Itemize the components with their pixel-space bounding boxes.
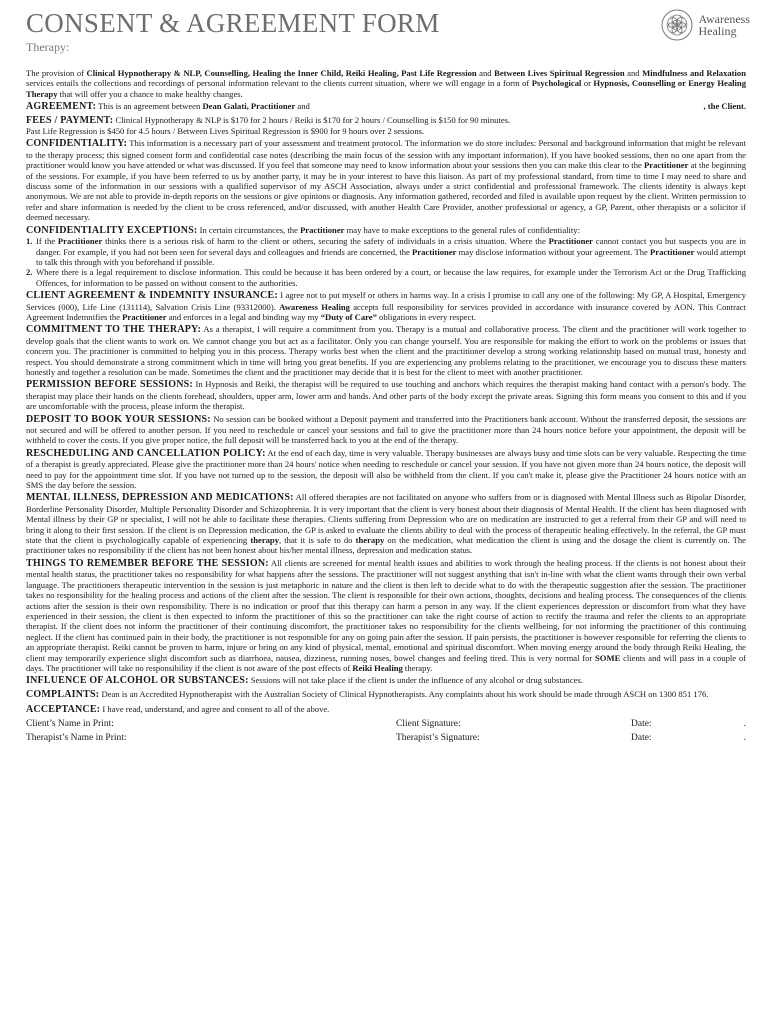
therapist-signature-row (26, 732, 746, 745)
deposit-heading: DEPOSIT TO BOOK YOUR SESSIONS: (26, 413, 211, 425)
intro-paragraph: The provision of Clinical Hypnotherapy & NLP, Counselling, Healing the Inner Child, Reiki Healing, Past Life Regression and Between Lives Spiritual Regression and Mindfulness and Relaxation services entails the collections and recordings of personal information relevant to the clients current situation, where we will engage in a form of Psychological or Hypnosis, Counselling or Energy Healing Therapy that will offer you a chance to make healthy changes. (26, 68, 747, 99)
complaints-section: COMPLAINTS: Dean is an Accredited Hypnotherapist with the Australian Society of Clinical Hypnotherapists. Any complaints about his work should be made through ASCH on 1300 851 176. (26, 688, 709, 700)
exception-item-2: 2. Where there is a legal requirement to disclose information. This could be because it has been ordered by a court, or because the law requires, for example under the Terrorism Act or the Drug Trafficking Offences, for information to be passed on without consent to the authorities. (26, 267, 746, 288)
deposit-section: DEPOSIT TO BOOK YOUR SESSIONS: No session can be booked without a Deposit payment and transferred into the Practitioners bank account. Without the transferred deposit, the sessions are not secured and will be offered to another person. If you need to reschedule or cancel your sessions and fail to give the practitioner more than 24 hours notice before your appointment, the deposit will be withheld to cover the costs. If you give proper notice, the full deposit will be transferred back to you at the end of the therapy. (26, 413, 746, 446)
therapy-label: Therapy: (26, 40, 70, 54)
complaints-heading: COMPLAINTS: (26, 688, 100, 700)
confidentiality-heading: CONFIDENTIALITY: (26, 138, 128, 150)
mental-illness-section: MENTAL ILLNESS, DEPRESSION AND MEDICATIONS: All offered therapies are not facilitated on anyone who suffers from or is diagnosed with Mental Illness such as Bipolar Disorder, Borderline Personality Disorder, Multiple Personality Disorder and Schizophrenia. It is very important that the client is very honest about their diagnosis of Mental Health. If the client has been diagnosed with Mental illness by their GP or specialist, I will not be able to facilitate these therapies. Clients suffering from Depression who are on medication are instructed to get a referral from their GP and will need to bring it along to their first session. If the client is on Depression medication, the GP is asked to evaluate the clients ability to deal with the process of therapeutic healing effectively. In the referral, the GP must state that the client is psychologically capable of experiencing therapy, that it is safe to do therapy on the medication, what medication the client is using and the dosage the client is currently on. The practitioner takes no responsibility if the client has not been honest about his/her mental illness, depression and medication status. (26, 492, 747, 556)
remember-section: THINGS TO REMEMBER BEFORE THE SESSION: All clients are screened for mental health issues and abilities to work through the healing process. If the clients is not honest about their mental health status, the practitioner takes no responsibility for what happens after the sessions. The practitioner will not suggest anything that isn't in-line with what the client wants through their own verbal language. The practitioners therapeutic intervention in the session is just metaphoric in nature and the client is then left to decide what to do with the therapeutic suggestion after the session. The practitioner takes no responsibility for the healing process and actions of the client after the session. The client is responsible for their own actions, thoughts, decisions and healing process. The consequences of the clients actions after the session is their own responsibility. There is no indication or proof that this therapy can harm a person in any way. If the client experiences depression or discomfort from what they have experienced in their session, the client is then expected to inform the practitioner of this so the practitioner can take the right course of action to rectify the trauma and refer the clients to an appropriate therapist. If the client does not inform the practitioner of their continuing discomfort, the practitioner takes no responsibility for the clients wellbeing, for not informing the practitioner of this continuing neglect. If the client has continued pain in their body, the practitioner is not responsible for any on going pain after the session. If pain persists, the practitioner is however responsible for referring the clients to an appropriate therapist. Reiki cannot be proven to harm, injure or bring on any kind of physical, mental, emotional and spiritual discomfort. When moving energy around the body through Reiki Healing, the client may temporarily experience slight discomfort such as diarrhoea, nausea, dizziness, running noses, bowel changes and feeling tired. This is very normal for SOME clients and will pass in a couple of days. The practitioner will take no responsibility if the client is not aware of the post effects of Reiki Healing therapy. (26, 557, 746, 673)
therapist-name-label: Therapist’s Name in Print: (26, 732, 127, 743)
therapist-date-label: Date: (631, 732, 652, 743)
flower-of-life-icon (660, 8, 694, 42)
fees-section: FEES / PAYMENT: Clinical Hypnotherapy & NLP is $170 for 2 hours / Reiki is $170 for 2 hours / Counselling is $150 for 90 minutes. Past Life Regression is $450 for 4.5 hours / Between Lives Spiritual Regression is $900 for 9 hours over 2 sessions. (26, 114, 511, 137)
mental-illness-heading: MENTAL ILLNESS, DEPRESSION AND MEDICATIONS: (26, 492, 294, 504)
logo-wordmark (698, 13, 750, 37)
therapist-signature-label: Therapist’s Signature: (396, 732, 480, 743)
agreement-heading: AGREEMENT: (26, 101, 97, 113)
agreement-section: AGREEMENT: This is an agreement between Dean Galati, Practitioner and , the Client. (26, 101, 746, 113)
fees-heading: FEES / PAYMENT: (26, 114, 114, 126)
logo-text-line1: Awareness (698, 12, 750, 26)
confidentiality-section: CONFIDENTIALITY: This information is a necessary part of your assessment and treatment protocol. The information we do store includes: Personal and background information that might be relevant to the therapy process; this signed consent form and confidential case notes (describing the main focus of the session with any important information). If you have booked sessions, then no one apart from the practitioner would know you have attended or what was discussed. If you feel that someone may need to know information about your sessions then you can make this clear to the Practitioner at the beginning of the sessions. For example, if you have been referred to us by another party, it may be in your interest to have this liaison. As part of my professional standard, from time to time I may need to share and discuss some of the information in our sessions with a qualified supervisor of my ASCH Association, always under a strict confidential and professional framework. The clients identity is always kept anonymous. We are not able to provide in-depth reports on the sessions or give opinions or diagnosis. Any information gathered, recorded and filed is available upon request by the client. Written permission to refer and share information is needed by the client to be cross referenced, and/or discussed, with another Health Care Provider, another professional or agency, a GP, Parent, other therapists or a solicitor if deemed necessary. (26, 138, 746, 223)
awareness-healing-logo (660, 8, 750, 42)
agreement-client: , the Client. (703, 101, 746, 112)
confidentiality-exceptions-section: CONFIDENTIALITY EXCEPTIONS: In certain circumstances, the Practitioner may have to make exceptions to the general rules of confidentiality: 1. If the Practitioner thinks there is a serious risk of harm to the client or others, securing the safety of individuals in a crisis situation. Where the Practitioner cannot contact you but suspects you are in danger. For example, if you had not been seen for several days and colleagues and friends are concerned, the Practitioner may disclose information without your agreement. The Practitioner would attempt to talk this through with you beforehand if possible. 2. Where there is a legal requirement to disclose information. This could be because it has been ordered by a court, or because the law requires, for example under the Terrorism Act or the Drug Trafficking Offences, for information to be passed on without consent to the authorities. (26, 224, 746, 288)
remember-heading: THINGS TO REMEMBER BEFORE THE SESSION: (26, 557, 269, 569)
alcohol-heading: INFLUENCE OF ALCOHOL OR SUBSTANCES: (26, 675, 249, 687)
rescheduling-heading: RESCHEDULING AND CANCELLATION POLICY: (26, 447, 266, 459)
indemnity-heading: CLIENT AGREEMENT & INDEMNITY INSURANCE: (26, 290, 278, 302)
commitment-heading: COMMITMENT TO THE THERAPY: (26, 324, 202, 336)
alcohol-section: INFLUENCE OF ALCOHOL OR SUBSTANCES: Sessions will not take place if the client is under the influence of any alcohol or drug substances. (26, 675, 583, 687)
client-name-label: Client’s Name in Print: (26, 718, 114, 729)
therapist-date-end: . (743, 732, 746, 743)
acceptance-section: ACCEPTANCE: I have read, understand, and agree and consent to all of the above. (26, 704, 330, 716)
exceptions-heading: CONFIDENTIALITY EXCEPTIONS: (26, 224, 198, 236)
client-signature-label: Client Signature: (396, 718, 461, 729)
form-title: CONSENT & AGREEMENT FORM (26, 8, 440, 38)
client-signature-row (26, 718, 746, 731)
form-body (26, 68, 746, 745)
logo-text-line2: Healing (698, 24, 737, 38)
indemnity-section: CLIENT AGREEMENT & INDEMNITY INSURANCE: I agree not to put myself or others in harms way. In a crisis I promise to call any one of the following: My GP, A Hospital, Emergency Services (000), Life Line (131114), Salvation Crisis Line (93312000). Awareness Healing accepts full responsibility for services provided in accordance with insurance covered by AON. This Contract Agreement Indemnifies the Practitioner and enforces in a legal and binding way my “Duty of Care” obligations in every respect. (26, 290, 747, 322)
client-date-end: . (743, 718, 746, 729)
rescheduling-section: RESCHEDULING AND CANCELLATION POLICY: At the end of each day, time is very valuable. Therapy businesses are always busy and time slots can be very valuable. Respecting the time of a therapist is greatly appreciated. Please give the practitioner more than 24 hours' notice when needing to reschedule or cancel your session. If you have not given more than 24 hours notice, the deposit will need to pay for the appointment time slot. If you have not turned up to the session, the deposit will also be withheld from the client. If you can't make it, please give the Practitioner 24 hours notice with an SMS the day before the session. (26, 447, 747, 491)
acceptance-heading: ACCEPTANCE: (26, 704, 101, 716)
client-date-label: Date: (631, 718, 652, 729)
commitment-section: COMMITMENT TO THE THERAPY: As a therapist, I will require a commitment from you. Therapy is a mutual and collaborative process. The client and the practitioner will work together to develop goals that the client wants to work on. We cannot change you but act as a facilitator. Only you can change yourself. You are responsible for making the effort to work on the problems or issues that concern you. The practitioner is committed to helping you in this process. Therapy works best when the client and the practitioner develop a strong working relationship based on mutual trust, honesty and respect. You should demonstrate a strong commitment which in time will bring you great benefits. If you are experiencing any problems relating to the practitioner, we encourage you to discuss these matters honestly and together a resolution can be made. Sometimes the client and the practitioner may decide that it is best for the client to meet with another practitioner. (26, 324, 747, 377)
permission-heading: PERMISSION BEFORE SESSIONS: (26, 379, 193, 391)
permission-section: PERMISSION BEFORE SESSIONS: In Hypnosis and Reiki, the therapist will be required to use touching and anchors which requires the therapist making hand contact with a person's body. The therapist may place their hands on the clients forehead, shoulders, upper arm, lower arm and hands. And other parts of the body except the private areas. Signing this form means you consent to this and if you are uncomfortable with the process, please inform the therapist. (26, 379, 746, 412)
exception-item-1: 1. If the Practitioner thinks there is a serious risk of harm to the client or others, securing the safety of individuals in a crisis situation. Where the Practitioner cannot contact you but suspects you are in danger. For example, if you had not been seen for several days and colleagues and friends are concerned, the Practitioner may disclose information without your agreement. The Practitioner would attempt to talk this through with you beforehand if possible. (26, 236, 746, 267)
